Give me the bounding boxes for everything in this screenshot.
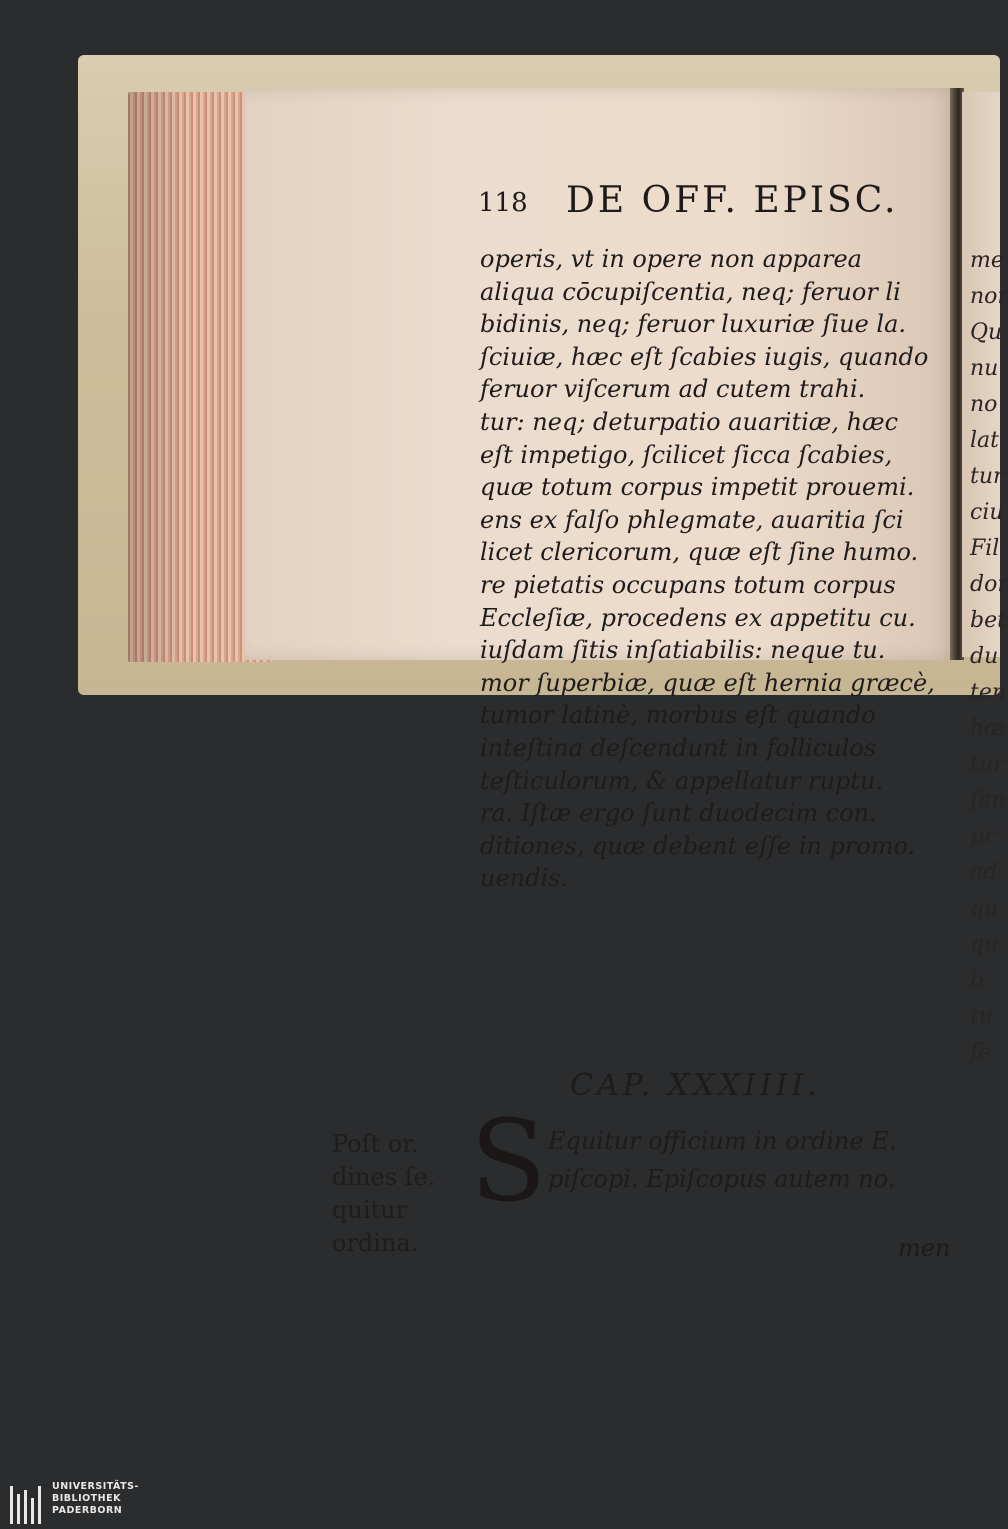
next-page-line: bet [970,608,1006,633]
next-page-line: ciu [970,500,1004,525]
body-line: uendis. [480,864,569,893]
footer-bar [0,1478,1000,1529]
page-number: 118 [478,188,528,218]
body-line: tur: neq; deturpatio auaritiæ, hæc [480,407,899,436]
next-page-line: dor [970,572,1008,597]
margin-note [332,1128,435,1260]
next-page-line: nu [970,356,999,381]
body-line: re pietatis occupans totum corpus [480,570,896,599]
logo-text-line: UNIVERSITÄTS- [52,1481,139,1492]
next-page-line: pr [970,824,995,849]
body-line: bidinis, neq; feruor luxuriæ ſiue la. [480,310,907,339]
body-line: feruor viſcerum ad cutem trahi. [480,375,866,404]
next-page-line: Fil [970,536,1000,561]
next-page-line: nor [970,284,1008,309]
margin-note-line: Poſt or. [332,1130,419,1158]
next-page-line: tu [970,1004,994,1029]
margin-note-line: dines ſe. [332,1163,436,1191]
body-line: ditiones, quæ debent eſſe in promo. [480,831,916,860]
catchword: men [898,1234,951,1262]
drop-cap: S [470,1097,547,1227]
logo-text-line: PADERBORN [52,1505,123,1516]
library-logo-text [52,1481,139,1517]
next-page-line: hæ [970,716,1005,741]
body-line: ens ex falſo phlegmate, auaritia ſci [480,505,904,534]
next-page-text-fragments [970,243,1008,1071]
chapter-heading: CAP. XXXIIII. [570,1068,821,1103]
logo-text-line: BIBLIOTHEK [52,1493,121,1504]
next-page-line: ſan [970,788,1006,813]
chapter-line: piſcopi. Epiſcopus autem no. [548,1165,896,1193]
next-page-line: b [970,968,985,993]
body-line: teſticulorum, & appellatur ruptu. [480,766,884,795]
next-page-line: qu [970,896,999,921]
running-title: DE OFF. EPISC. [566,180,899,221]
body-line: mor ſuperbiæ, quæ eſt hernia græcè, [480,668,935,697]
next-page-line: ten [970,680,1007,705]
library-logo-icon [8,1484,46,1526]
chapter-line: Equitur officium in ordine E. [548,1127,897,1155]
body-line: ra. Iſtæ ergo ſunt duodecim con. [480,799,877,828]
next-page-line: Qu [970,320,1003,345]
body-line: inteſtina deſcendunt in folliculos [480,733,877,762]
next-page-line: lat [970,428,999,453]
body-line: eſt impetigo, ſcilicet ſicca ſcabies, [480,440,893,469]
body-text [480,243,955,895]
body-line: aliqua cōcupiſcentia, neq; feruor li [480,277,901,306]
body-line: tumor latinè, morbus eſt quando [480,701,876,730]
next-page-line: du [970,644,999,669]
body-line: quæ totum corpus impetit prouemi. [480,473,915,502]
next-page-line: qu [970,932,999,957]
body-line: Eccleſiæ, procedens ex appetitu cu. [480,603,916,632]
next-page-line: tur [970,464,1004,489]
body-line: operis, vt in opere non apparea [480,245,862,273]
body-line: ſciuiæ, hæc eſt ſcabies iugis, quando [480,342,929,371]
margin-note-line: quitur [332,1196,408,1224]
next-page-line: me [970,248,1004,273]
next-page-line: ad [970,860,998,885]
next-page-line: no [970,392,998,417]
margin-note-line: ordina. [332,1229,419,1257]
next-page-line: tur [970,752,1004,777]
body-line: licet clericorum, quæ eſt ſine humo. [480,538,919,567]
body-line: iuſdam ſitis inſatiabilis: neque tu. [480,636,886,665]
chapter-opening-text [548,1122,896,1198]
next-page-line: ſe [970,1040,992,1065]
